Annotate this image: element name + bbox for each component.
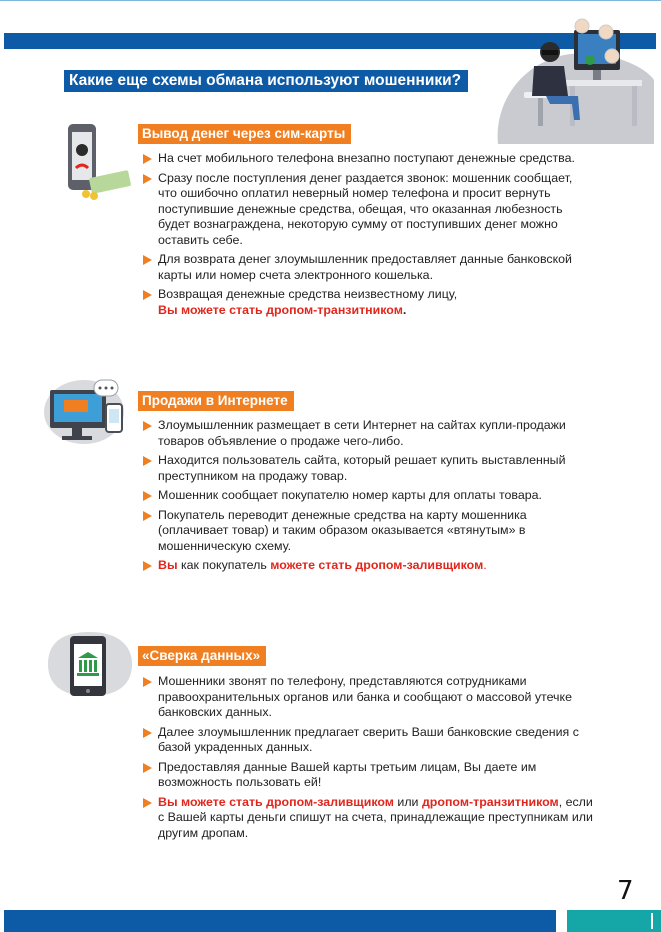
computer-chat-phone-icon xyxy=(44,376,130,446)
bullet-arrow-icon xyxy=(143,511,152,521)
list-item: Находится пользователь сайта, который решает купить выставленный преступником на продажу товар. xyxy=(143,453,593,484)
list-item: На счет мобильного телефона внезапно поступают денежные средства. xyxy=(143,151,593,167)
bullet-arrow-icon xyxy=(143,763,152,773)
section-heading-verification: «Сверка данных» xyxy=(138,646,266,666)
bullet-arrow-icon xyxy=(143,290,152,300)
hacker-illustration xyxy=(494,10,654,144)
section-list-sim xyxy=(143,151,593,322)
list-item: Вы как покупатель можете стать дропом-заливщиком. xyxy=(143,558,593,574)
section-heading-internet: Продажи в Интернете xyxy=(138,391,294,411)
list-item: Вы можете стать дропом-заливщиком или дропом-транзитником, если с Вашей карты деньги спишут на счета, принадлежащие преступникам или другим дропам. xyxy=(143,795,593,842)
bullet-arrow-icon xyxy=(143,561,152,571)
bottom-divider xyxy=(651,913,653,929)
phone-bank-icon xyxy=(46,630,134,698)
list-item: Далее злоумышленник предлагает сверить Ваши банковские сведения с базой украденных данных. xyxy=(143,725,593,756)
list-item: Злоумышленник размещает в сети Интернет на сайтах купли-продажи товаров объявление о продаже чего-либо. xyxy=(143,418,593,449)
list-item: Сразу после поступления денег раздается звонок: мошенник сообщает, что ошибочно оплатил неверный номер телефона и просит вернуть поступившие денежные средства, обещая, что оказанная любезность будет вознаграждена, некоторую сумму от поступивших денег можно оставить себе. xyxy=(143,171,593,249)
section-list-verification xyxy=(143,674,593,845)
bullet-arrow-icon xyxy=(143,728,152,738)
section-list-internet xyxy=(143,418,593,578)
list-item: Мошенник сообщает покупателю номер карты для оплаты товара. xyxy=(143,488,593,504)
bullet-arrow-icon xyxy=(143,255,152,265)
section-heading-sim: Вывод денег через сим-карты xyxy=(138,124,351,144)
list-item: Предоставляя данные Вашей карты третьим лицам, Вы даете им возможность пользовать ей! xyxy=(143,760,593,791)
bottom-band xyxy=(4,910,556,932)
page-title: Какие еще схемы обмана используют мошенники? xyxy=(64,70,468,92)
page-number: 7 xyxy=(617,876,634,906)
top-line xyxy=(0,0,661,1)
bullet-arrow-icon xyxy=(143,154,152,164)
bullet-arrow-icon xyxy=(143,677,152,687)
list-item: Для возврата денег злоумышленник предоставляет данные банковской карты или номер счета электронного кошелька. xyxy=(143,252,593,283)
list-item: Покупатель переводит денежные средства на карту мошенника (оплачивает товар) и таким образом оказывается «втянутым» в мошенническую схему. xyxy=(143,508,593,555)
list-item: Возвращая денежные средства неизвестному лицу, Вы можете стать дропом-транзитником. xyxy=(143,287,593,318)
bottom-band-accent xyxy=(567,910,661,932)
bullet-arrow-icon xyxy=(143,421,152,431)
bullet-arrow-icon xyxy=(143,491,152,501)
bullet-arrow-icon xyxy=(143,174,152,184)
bullet-arrow-icon xyxy=(143,798,152,808)
bullet-arrow-icon xyxy=(143,456,152,466)
phone-sim-card-money-icon xyxy=(60,120,136,202)
list-item: Мошенники звонят по телефону, представляются сотрудниками правоохранительных органов или банка и сообщают о массовой утечке банковских данных. xyxy=(143,674,593,721)
